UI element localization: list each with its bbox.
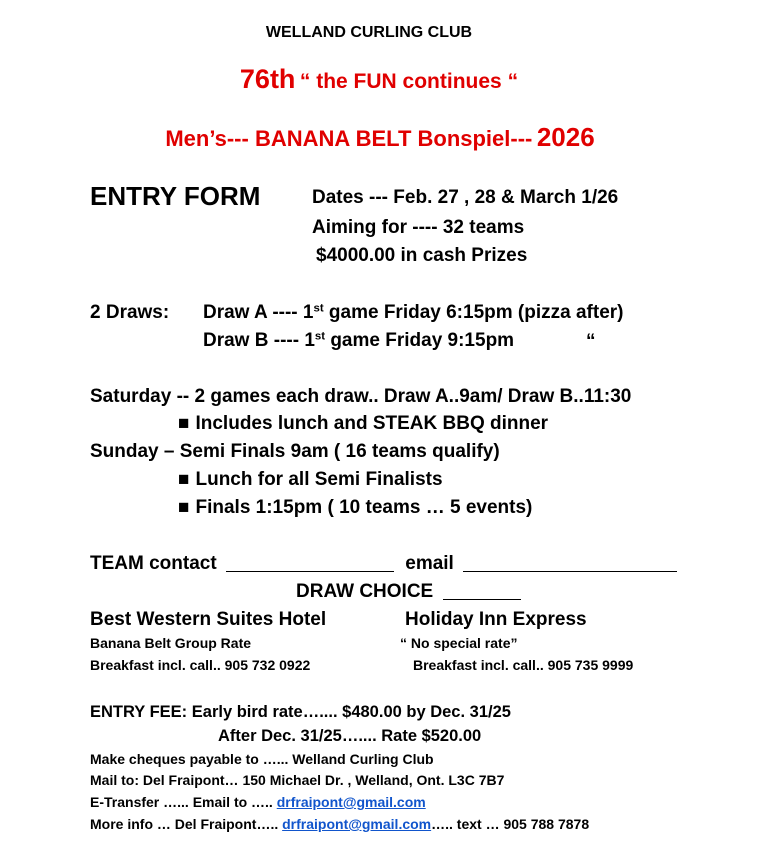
cash-prizes: $4000.00 in cash Prizes: [316, 245, 528, 266]
sunday-line: Sunday – Semi Finals 9am ( 16 teams qualify): [90, 441, 500, 462]
cheques-line: Make cheques payable to …... Welland Curling Club: [90, 751, 434, 767]
event-year: 2026: [536, 122, 595, 152]
sunday-item-finals: [178, 498, 532, 517]
etransfer-line: [90, 795, 426, 809]
anniversary-line: [0, 66, 758, 93]
draw-b-line: [203, 331, 514, 350]
hotel-rate: “ No special rate”: [400, 635, 518, 651]
saturday-item: [178, 414, 548, 433]
draw-b-sup: st: [314, 330, 326, 343]
email-link[interactable]: drfraipont@gmail.com: [282, 816, 432, 832]
draw-a-line: [203, 303, 624, 322]
bullet-square-icon: ■: [178, 497, 190, 518]
team-contact-field[interactable]: [226, 554, 394, 572]
more-info-line: [90, 817, 589, 831]
etransfer-label: E-Transfer …... Email to …..: [90, 794, 277, 810]
bullet-square-icon: ■: [178, 413, 190, 434]
draw-a-suffix: game Friday 6:15pm (pizza after): [323, 302, 624, 323]
draw-a-sup: st: [313, 302, 324, 315]
draw-b-ditto: “: [586, 331, 596, 352]
bullet-square-icon: ■: [178, 469, 190, 490]
draw-choice-line: [296, 582, 521, 601]
hotel-info: Breakfast incl. call.. 905 735 9999: [413, 657, 634, 673]
mail-line: Mail to: Del Fraipont… 150 Michael Dr. , Welland, Ont. L3C 7B7: [90, 772, 505, 788]
entry-form-heading: ENTRY FORM: [90, 181, 261, 211]
team-contact-label: TEAM contact: [90, 553, 217, 574]
event-dates: Dates --- Feb. 27 , 28 & March 1/26: [312, 187, 619, 208]
saturday-item-text: Includes lunch and STEAK BBQ dinner: [195, 413, 549, 434]
email-label: email: [405, 553, 454, 574]
hotel-rate: Banana Belt Group Rate: [90, 635, 252, 651]
hotel-info: Breakfast incl. call.. 905 732 0922: [90, 657, 311, 673]
draw-b-prefix: Draw B ---- 1: [203, 330, 315, 351]
draw-a-prefix: Draw A ---- 1: [203, 302, 314, 323]
draw-choice-label: DRAW CHOICE: [296, 581, 434, 602]
email-field[interactable]: [463, 554, 677, 572]
sunday-item-text: Lunch for all Semi Finalists: [195, 469, 443, 490]
hotel-name: Best Western Suites Hotel: [90, 609, 327, 630]
more-info-label: More info … Del Fraipont…..: [90, 816, 283, 832]
anniversary-tagline: “ the FUN continues “: [299, 70, 519, 93]
entry-fee-early: ENTRY FEE: Early bird rate….... $480.00 by Dec. 31/25: [90, 703, 511, 721]
event-title: [0, 124, 760, 150]
sunday-item-text: Finals 1:15pm ( 10 teams … 5 events): [195, 497, 533, 518]
entry-fee-late: After Dec. 31/25….... Rate $520.00: [218, 727, 482, 745]
draw-b-suffix: game Friday 9:15pm: [325, 330, 515, 351]
club-name: WELLAND CURLING CLUB: [265, 24, 473, 41]
hotel-name: Holiday Inn Express: [405, 609, 587, 630]
sunday-item-lunch: [178, 470, 443, 489]
draws-label: 2 Draws:: [90, 302, 170, 323]
saturday-line: Saturday -- 2 games each draw.. Draw A..9am/ Draw B..11:30: [90, 386, 632, 407]
team-contact-line: [90, 554, 677, 573]
event-name: Men’s--- BANANA BELT Bonspiel---: [165, 126, 533, 151]
more-info-phone: ….. text … 905 788 7878: [431, 816, 590, 832]
email-link[interactable]: drfraipont@gmail.com: [276, 794, 426, 810]
team-target: Aiming for ---- 32 teams: [312, 217, 525, 238]
anniversary-number: 76th: [239, 64, 296, 94]
draw-choice-field[interactable]: [443, 582, 521, 600]
